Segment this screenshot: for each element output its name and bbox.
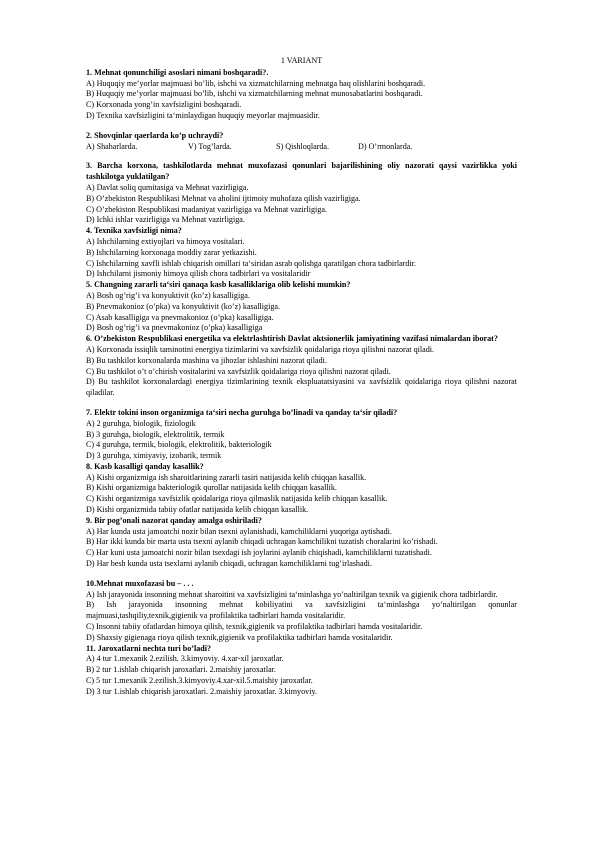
option-c: C) Asab kasalligiga va pnevmakonioz (o’pka) kasalligiga. xyxy=(86,312,274,322)
option-d: D) Bosh og’rig’i va pnevmakonioz (o’pka) kasalligiga xyxy=(86,323,263,333)
option-b: B) Pnevmakonioz (o’pka) va konyuktivit (ko’z) kasalligiga. xyxy=(86,301,280,311)
option-a: A) Korxonada issiqlik taminotini energiya tizimlarini va xavfsizlik qoidalariga rioya qilishni nazorat qiladi. xyxy=(86,344,435,354)
option-b: B) Ishchilarning korxonaga moddiy zarar yetkazishi. xyxy=(86,247,257,257)
option-d: D) Shaxsiy gigienaga rioya qilish texnik,gigienik va profilaktika tadbirlari hamda vositalaridir. xyxy=(86,632,393,642)
variant-title: 1 VARIANT xyxy=(280,56,323,65)
option-c: C) Bu tashkilot o’t o’chirish vositalarini va xavfsizlik qoidalariga rioya qilishni nazorat qiladi. xyxy=(86,366,391,376)
option-c: C) Kishi organizmiga xavfsizlik qoidalariga rioya qilmaslik natijasida kelib chiqqan kasallik. xyxy=(86,494,388,504)
question-text: 1. Mehnat qonunchiligi asoslari nimani boshqaradi?. xyxy=(86,67,269,77)
option-c: C) Ishchilarning xavfli ishlab chiqarish omillari ta‘siridan asrab qolishga qaratilgan chora tadbirlardir. xyxy=(86,258,416,268)
inline-options xyxy=(86,142,517,153)
option-v: V) Tog’larda. xyxy=(188,141,232,151)
question-text: 7. Elektr tokini inson organizmiga ta‘siri necha guruhga bo’linadi va qanday ta‘sir qiladi? xyxy=(86,407,398,417)
option-a: A) Kishi organizmiga ish sharoitlarining zararli tasiri natijasida kelib chiqqan kasallik. xyxy=(86,472,367,482)
option-b: B) Huquqiy me’yorlar majmuasi bo’lib, ishchi va xizmatchilarning mehnat munosabatlarini boshqaradi. xyxy=(86,89,423,99)
question-text: 11. Jaroxatlarni nechta turi bo’ladi? xyxy=(86,643,212,653)
option-d: D) Ishchilarni jismoniy himoya qilish chora tadbirlari va vositalaridir xyxy=(86,269,311,279)
option-d: D) 3 tur 1.ishlab chiqarish jaroxatlari. 2.maishiy jaroxatlar. 3.kimyoviy. xyxy=(86,686,317,696)
option-a: A) Ish jarayonida insonning mehnat sharoitini va xavfsizligini ta‘minlashga yo’naltirilgan texnik va gigienik chora tadbirlardir. xyxy=(86,589,498,599)
question-text: 9. Bir pog’onali nazorat qanday amalga oshiriladi? xyxy=(86,515,262,525)
question-4 xyxy=(86,226,517,280)
option-b: B) Har ikki kunda bir marta usta tsexni aylanib chiqadi uchragan kamchilikni tuzatish choralarini ko’rishadi. xyxy=(86,537,438,547)
question-text: 2. Shovqinlar qaerlarda ko’p uchraydi? xyxy=(86,130,224,140)
option-d: D) Texnika xavfsizligini ta‘minlaydigan huquqiy meyorlar majmuasidir. xyxy=(86,110,320,120)
option-a: A) Bosh og’rig’i va konyuktivit (ko’z) kasalligiga. xyxy=(86,290,250,300)
option-b: B) Bu tashkilot korxonalarda mashina va jihozlar ishlashini nazorat qiladi. xyxy=(86,355,327,365)
option-d: D) O’rmonlarda. xyxy=(358,141,413,151)
question-7 xyxy=(86,408,517,462)
option-s: S) Qishloqlarda. xyxy=(276,141,330,151)
option-b: B) 2 tur 1.ishlab chiqarish jaroxatlari. 2.maishiy jaroxatlar. xyxy=(86,665,276,675)
question-text: 8. Kasb kasalligi qanday kasallik? xyxy=(86,461,204,471)
option-b: B) O’zbekiston Respublikasi Mehnat va aholini ijtimoiy muhofaza qilish vazirligiga. xyxy=(86,193,361,203)
option-c: C) Insonni tabiiy ofatlardan himoya qilish, texnik,gigienik va profilaktika tadbirlari hamda vositalaridir. xyxy=(86,622,423,632)
option-c: C) O’zbekiston Respublikasi madaniyat vazirligiga va Mehnat vazirligiga. xyxy=(86,204,327,214)
question-6 xyxy=(86,334,517,399)
option-d: D) Bu tashkilot korxonalardagi energiya tizimlarining texnik ekspluatatsiyasini va xavfsizlik qoidalariga rioya qilishni nazorat qiladilar. xyxy=(86,377,517,398)
question-text: 6. O’zbekiston Respublikasi energetika va elektrlashtirish Davlat aktsionerlik jamiyatining vazifasi nimalardan iborat? xyxy=(86,334,498,344)
option-a: A) Huquqiy me’yorlar majmuasi bo’lib, ishchi va xizmatchilarning mehnatga haq olishlarini boshqaradi. xyxy=(86,78,426,88)
option-d: D) Kishi organizmida tabiiy ofatlar natijasida kelib chiqqan kasallik. xyxy=(86,505,309,515)
option-a: A) Ishchilarning extiyojlari va himoya vositalari. xyxy=(86,236,245,246)
question-1 xyxy=(86,68,517,122)
question-11 xyxy=(86,644,517,698)
question-text: 5. Changning zararli ta‘siri qanaqa kasb kasalliklariga olib kelishi mumkin? xyxy=(86,280,351,290)
option-a: A) 4 tur 1.mexanik 2.ezilish. 3.kimyoviy. 4.xar-xil jaroxatlar. xyxy=(86,654,284,664)
option-b: B) Kishi organizmiga bakteriologik qurollar natijasida kelib chiqqan kasallik. xyxy=(86,483,337,493)
question-text: 10.Mehnat muxofazasi bu – . . . xyxy=(86,578,194,588)
option-a: A) Shaharlarda. xyxy=(86,141,138,151)
option-b: B) Ish jarayonida insonning mehnat kobiliyatini va xavfsizligini ta‘minlashga yo’naltirilgan qonunlar majmuasi,tashqiliy,texnik,gigienik va profilaktika tadbirlari hamda vositalaridir. xyxy=(86,600,517,621)
option-c: C) 5 tur 1.mexanik 2.ezilish.3.kimyoviy.4.xar-xil.5.maishiy jaroxatlar. xyxy=(86,676,313,686)
option-c: C) Har kuni usta jamoatchi nozir bilan tsexdagi ish joylarini aylanib chiqishadi, kamchiliklarni tuzatishadi. xyxy=(86,548,432,558)
option-a: A) Davlat soliq qumitasiga va Mehnat vazirligiga. xyxy=(86,182,249,192)
question-3 xyxy=(86,161,517,226)
question-10 xyxy=(86,579,517,644)
question-9 xyxy=(86,516,517,570)
question-text: 3. Barcha korxona, tashkilotlarda mehnat muxofazasi qonunlari bajarilishining oliy nazorati qaysi vazirlikka yoki tashkilotga yuklatilgan? xyxy=(86,161,517,182)
question-2 xyxy=(86,131,517,153)
option-d: D) 3 guruhga, ximiyaviy, izobarik, termik xyxy=(86,451,222,461)
option-a: A) 2 guruhga, biologik, fiziologik xyxy=(86,418,196,428)
question-5 xyxy=(86,280,517,334)
option-c: C) 4 guruhga, termik, biologik, elektrolitik, bakteriologik xyxy=(86,440,272,450)
question-8 xyxy=(86,462,517,516)
question-text: 4. Texnika xavfsizligi nima? xyxy=(86,226,182,236)
option-c: C) Korxonada yong’in xavfsizligini boshqaradi. xyxy=(86,100,242,110)
option-d: D) Har besh kunda usta tsexlarni aylanib chiqadi, uchragan kamchiliklarni tug’irlashadi. xyxy=(86,559,372,569)
option-d: D) Ichki ishlar vazirligiga va Mehnat vazirligiga. xyxy=(86,215,245,225)
option-b: B) 3 guruhga, biologik, elektrolitik, termik xyxy=(86,429,225,439)
option-a: A) Har kunda usta jamoatchi nozir bilan tsexni aylanishadi, kamchiliklarni yuqoriga aytishadi. xyxy=(86,526,392,536)
